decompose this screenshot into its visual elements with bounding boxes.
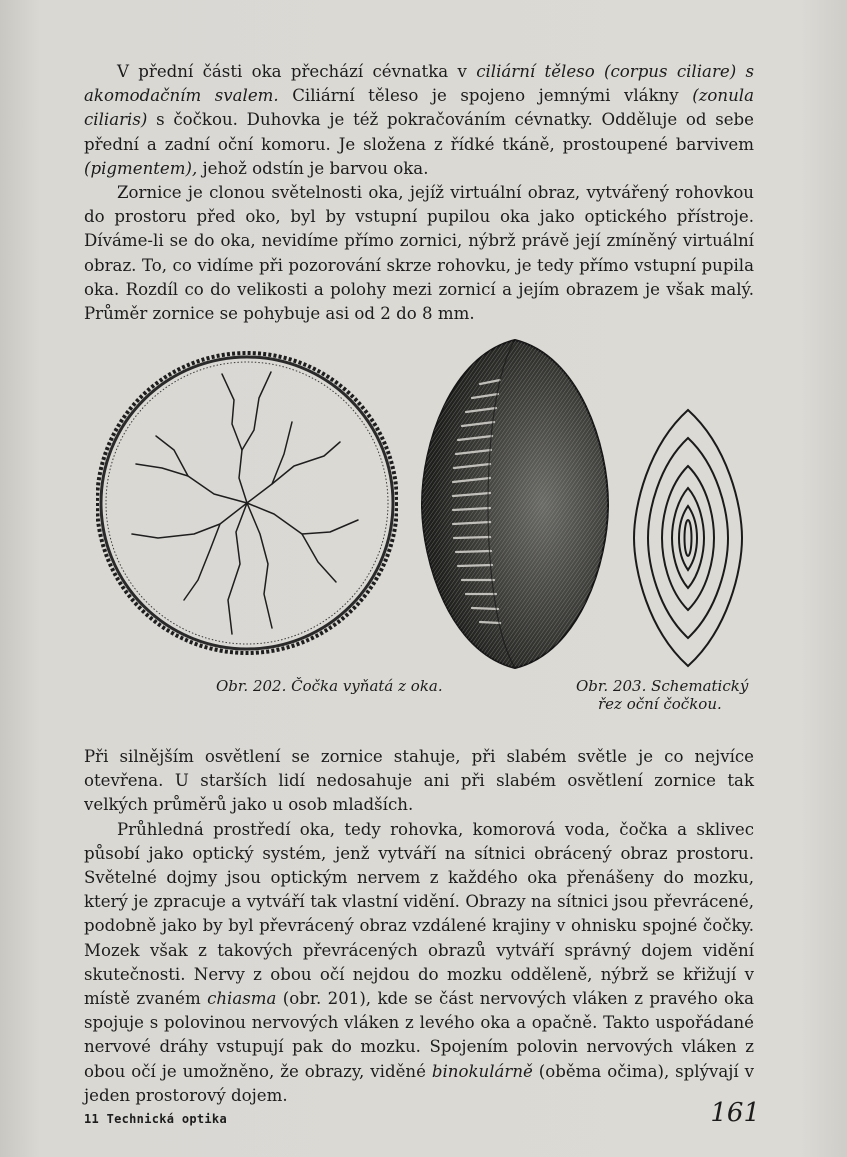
- text-run: Ciliární těleso je spojeno jemnými vlákny: [278, 86, 693, 106]
- italic-term: binokulárně: [431, 1061, 533, 1081]
- text-run: Při silnějším osvětlení se zornice stahuje, při slabém světle je co nejvíce otevřena. U starších lidí nedosahuje ani při slabém osvětlení zornice tak velkých průměrů jako u osob mladších.: [84, 747, 754, 815]
- italic-term: chiasma: [207, 989, 277, 1009]
- figure-202-caption: Obr. 202. Čočka vyňatá z oka.: [216, 677, 443, 695]
- text-run: (obr. 201), kde se část nervových vláken z pravého oka spojuje s polovinou nervových vláken z levého oka a opačně. Takto uspořádané nervové dráhy vstupují pak do mozku. Spojením polovin nervových vláken z obou očí je umožněno, že obrazy, viděné: [84, 989, 754, 1081]
- italic-term: (zonula ciliaris): [84, 86, 754, 130]
- text-run: s čočkou. Duhovka je též pokračováním cévnatky. Odděluje od sebe přední a zadní oční komoru. Je složena z řídké tkáně, prostoupené barvivem: [84, 110, 754, 154]
- figure-lens-side-view: [420, 336, 610, 672]
- paragraph: [84, 745, 754, 818]
- paragraph: [84, 181, 754, 326]
- text-block-top: [84, 60, 754, 326]
- italic-term: (pigmentem),: [84, 158, 198, 178]
- text-run: Zornice je clonou světelnosti oka, jejíž virtuální obraz, vytvářený rohovkou do prostoru před oko, byl by vstupní pupilou oka jako optického přístroje. Díváme-li se do oka, nevidíme přímo zornici, nýbrž právě její zmíněný virtuální obraz. To, co vidíme při pozorování skrze rohovku, je tedy přímo vstupní pupila oka. Rozdíl co do velikosti a polohy mezi zornicí a jejím obrazem je však malý. Průměr zornice se pohybuje asi od 2 do 8 mm.: [84, 183, 754, 324]
- figure-203-caption: [576, 677, 758, 713]
- text-run: V přední části oka přechází cévnatka v: [117, 62, 477, 81]
- paragraph: [84, 818, 754, 1108]
- figure-lens-schematic-section: [630, 406, 746, 670]
- text-run: (oběma očima), splývají v jeden prostorový dojem.: [84, 1061, 755, 1105]
- figure-203-caption-line2: řez oční čočkou.: [598, 695, 722, 713]
- chapter-footer: 11 Technická optika: [84, 1112, 227, 1126]
- paragraph: [84, 60, 754, 181]
- text-run: jehož odstín je barvou oka.: [197, 158, 429, 178]
- figure-203-caption-line1: Obr. 203. Schematický: [576, 677, 749, 695]
- text-run: Průhledná prostředí oka, tedy rohovka, komorová voda, čočka a sklivec působí jako optický systém, jenž vytváří na sítnici obrácený obraz prostoru. Světelné dojmy jsou optickým nervem z každého oka přenášeny do mozku, který je zpracuje a vytváří tak vlastní vidění. Obrazy na sítnici jsou převrácené, podobně jako by byl převrácený obraz vzdálené krajiny v ohnisku spojné čočky. Mozek však z takových převrácených obrazů vytváří správný dojem vidění skutečnosti. Nervy z obou očí nejdou do mozku odděleně, nýbrž se křižují v místě zvaném: [84, 819, 754, 1009]
- figure-lens-front-view: [96, 338, 398, 668]
- page-number: 161: [710, 1098, 760, 1128]
- text-block-bottom: [84, 745, 754, 1108]
- italic-term: ciliární těleso (corpus ciliare) s akomodačním svalem.: [84, 62, 755, 106]
